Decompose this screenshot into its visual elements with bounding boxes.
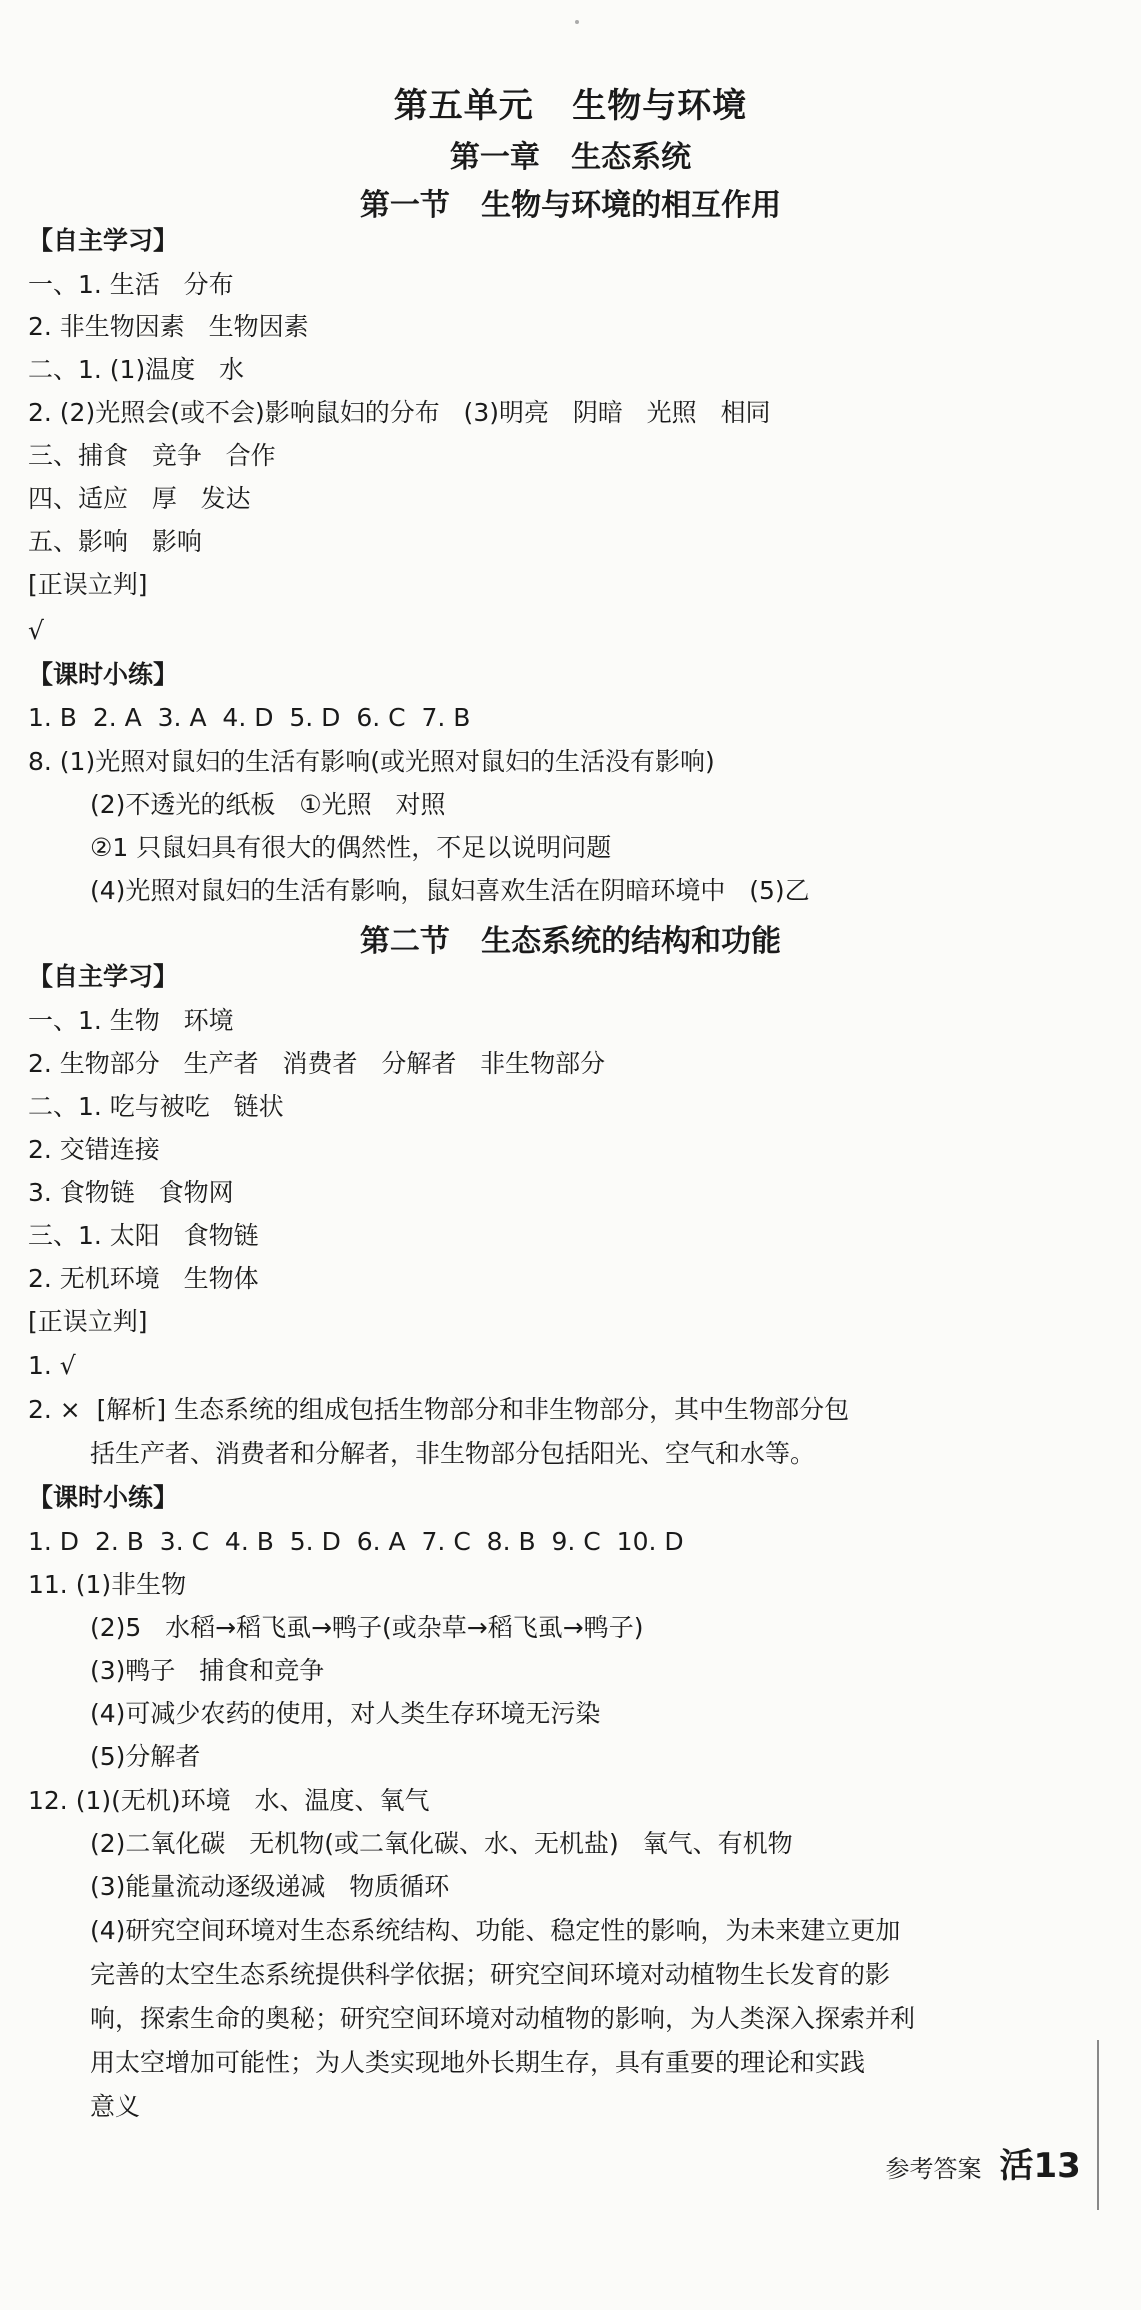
answer-line: 3. 食物链 食物网 [28,1178,234,1207]
answer-line: 二、1. (1)温度 水 [28,355,245,384]
answer-line: 2. × [解析] 生态系统的组成包括生物部分和非生物部分，其中生物部分包 [28,1395,850,1424]
answer-line: 1. D 2. B 3. C 4. B 5. D 6. A 7. C 8. B 9. C 10. D [28,1527,684,1556]
answer-line: 四、适应 厚 发达 [28,484,251,513]
page-edge-line [1097,2040,1099,2210]
judge-heading: [正误立判] [28,1307,148,1336]
answer-line: (4)研究空间环境对生态系统结构、功能、稳定性的影响，为未来建立更加 [90,1916,901,1945]
section-1-title: 第一节 生物与环境的相互作用 [359,188,782,223]
answer-line: 三、1. 太阳 食物链 [28,1221,259,1250]
page-number: 活13 [999,2146,1081,2186]
answer-line: (4)光照对鼠妇的生活有影响，鼠妇喜欢生活在阴暗环境中 (5)乙 [90,876,810,905]
practice-heading: 【课时小练】 [28,1483,179,1512]
answer-line: (2)不透光的纸板 ①光照 对照 [90,790,446,819]
answer-line: 1. B 2. A 3. A 4. D 5. D 6. C 7. B [28,703,471,732]
answer-line: 一、1. 生活 分布 [28,270,234,299]
answer-line: 2. 非生物因素 生物因素 [28,312,309,341]
self-study-heading: 【自主学习】 [28,962,179,991]
page-footer [855,2110,1081,2215]
chapter-title: 第一章 生态系统 [449,140,692,175]
unit-title: 第五单元 生物与环境 [393,86,748,126]
answer-line: 2. 无机环境 生物体 [28,1264,259,1293]
section-2-title: 第二节 生态系统的结构和功能 [359,924,782,959]
answer-line: 完善的太空生态系统提供科学依据；研究空间环境对动植物生长发育的影 [90,1960,891,1989]
answer-line: 用太空增加可能性；为人类实现地外长期生存，具有重要的理论和实践 [90,2048,866,2077]
answer-line: 三、捕食 竞争 合作 [28,441,276,470]
answer-line: 2. 交错连接 [28,1135,160,1164]
footer-label: 参考答案 [885,2155,982,2183]
answer-line: (3)鸭子 捕食和竞争 [90,1656,325,1685]
answer-line: 2. 生物部分 生产者 消费者 分解者 非生物部分 [28,1049,606,1078]
answer-line: (2)5 水稻→稻飞虱→鸭子(或杂草→稻飞虱→鸭子) [90,1613,644,1642]
self-study-heading: 【自主学习】 [28,226,179,255]
answer-line: 二、1. 吃与被吃 链状 [28,1092,284,1121]
answer-line: (2)二氧化碳 无机物(或二氧化碳、水、无机盐) 氧气、有机物 [90,1829,793,1858]
scan-dot [575,20,579,24]
answer-line: 一、1. 生物 环境 [28,1006,234,1035]
answer-line: (5)分解者 [90,1742,201,1771]
answer-line: 12. (1)(无机)环境 水、温度、氧气 [28,1786,430,1815]
answer-line: 8. (1)光照对鼠妇的生活有影响(或光照对鼠妇的生活没有影响) [28,747,715,776]
practice-heading: 【课时小练】 [28,660,179,689]
answer-line: 意义 [90,2092,141,2121]
answer-line: 响，探索生命的奥秘；研究空间环境对动植物的影响，为人类深入探索并利 [90,2004,916,2033]
answer-line: ②1 只鼠妇具有很大的偶然性，不足以说明问题 [90,833,612,862]
judge-heading: [正误立判] [28,570,148,599]
answer-line: 括生产者、消费者和分解者，非生物部分包括阳光、空气和水等。 [90,1439,816,1468]
answer-line: √ [28,616,44,645]
answer-line: 1. √ [28,1351,76,1380]
answer-line: 11. (1)非生物 [28,1570,187,1599]
answer-line: (3)能量流动逐级递减 物质循环 [90,1872,450,1901]
answer-line: (4)可减少农药的使用，对人类生存环境无污染 [90,1699,601,1728]
answer-line: 2. (2)光照会(或不会)影响鼠妇的分布 (3)明亮 阴暗 光照 相同 [28,398,771,427]
answer-line: 五、影响 影响 [28,527,202,556]
